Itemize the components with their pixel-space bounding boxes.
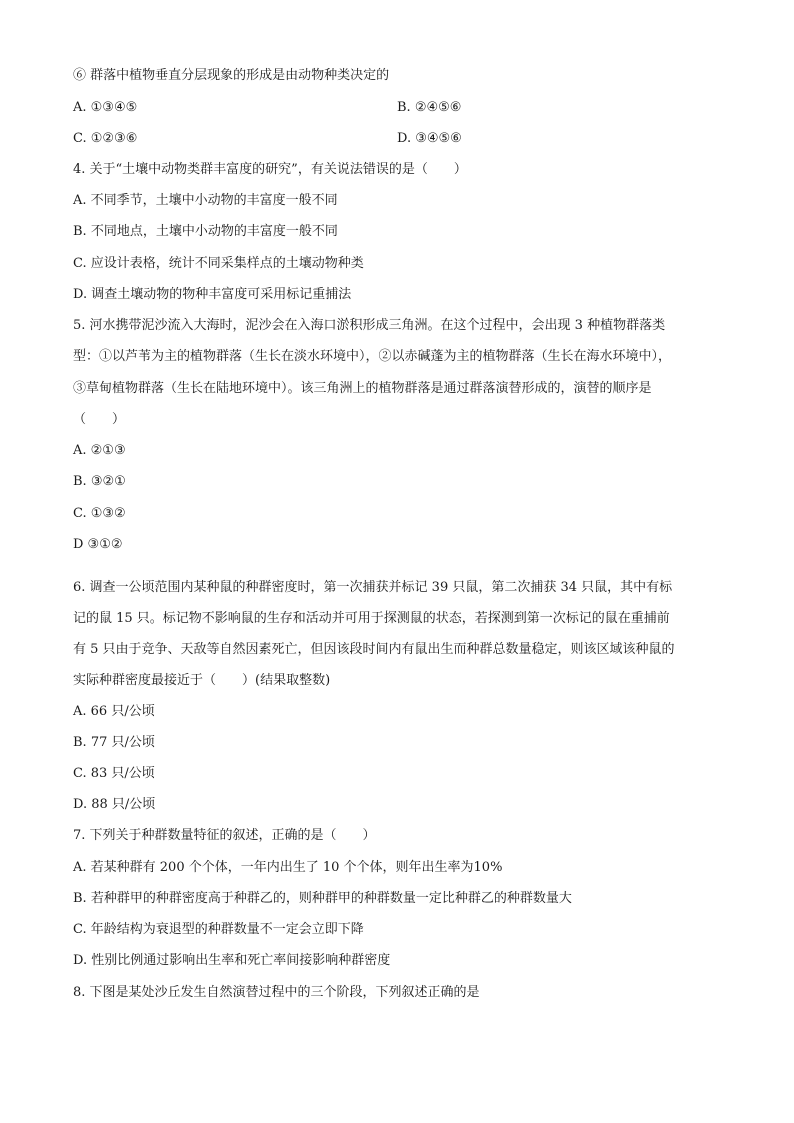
q5-option-a: A. ②①③: [73, 443, 126, 458]
q6-option-a: A. 66 只/公顷: [73, 704, 155, 719]
q6-option-b: B. 77 只/公顷: [73, 735, 155, 750]
q5-option-c: C. ①③②: [73, 506, 126, 521]
q4-option-b: B. 不同地点，土壤中小动物的丰富度一般不同: [73, 224, 338, 239]
q6-option-d: D. 88 只/公顷: [73, 797, 156, 812]
q5-stem-line-1: 5. 河水携带泥沙流入大海时，泥沙会在入海口淤积形成三角洲。在这个过程中，会出现 3 种植物群落类: [73, 318, 666, 333]
q7-option-b: B. 若种群甲的种群密度高于种群乙的，则种群甲的种群数量一定比种群乙的种群数量大: [73, 891, 572, 906]
q8-stem: 8. 下图是某处沙丘发生自然演替过程中的三个阶段，下列叙述正确的是: [73, 985, 480, 1000]
q6-stem-line-3: 有 5 只由于竞争、天敌等自然因素死亡，但因该段时间内有鼠出生而种群总数量稳定，则该区域该种鼠的: [73, 642, 675, 657]
q7-option-c: C. 年龄结构为衰退型的种群数量不一定会立即下降: [73, 922, 364, 937]
q6-stem-line-4: 实际种群密度最接近于（ ）(结果取整数): [73, 673, 331, 688]
q4-option-c: C. 应设计表格，统计不同采集样点的土壤动物种类: [73, 256, 364, 271]
q3-option-c: C. ①②③⑥: [73, 131, 138, 146]
q4-stem: 4. 关于“土壤中动物类群丰富度的研究”，有关说法错误的是（ ）: [73, 162, 467, 177]
q6-option-c: C. 83 只/公顷: [73, 766, 155, 781]
statement-6: ⑥ 群落中植物垂直分层现象的形成是由动物种类决定的: [73, 68, 390, 83]
q6-stem-line-1: 6. 调查一公顷范围内某种鼠的种群密度时，第一次捕获并标记 39 只鼠，第二次捕获 34 只鼠，其中有标: [73, 580, 673, 595]
q4-option-a: A. 不同季节，土壤中小动物的丰富度一般不同: [73, 193, 338, 208]
q7-option-a: A. 若某种群有 200 个个体，一年内出生了 10 个个体，则年出生率为10%: [73, 860, 503, 875]
q3-option-b: B. ②④⑤⑥: [397, 100, 462, 115]
q4-option-d: D. 调查土壤动物的物种丰富度可采用标记重捕法: [73, 287, 352, 302]
q5-option-d: D ③①②: [73, 537, 123, 552]
q7-option-d: D. 性别比例通过影响出生率和死亡率间接影响种群密度: [73, 953, 391, 968]
q3-option-d: D. ③④⑤⑥: [397, 131, 462, 146]
q6-stem-line-2: 记的鼠 15 只。标记物不影响鼠的生存和活动并可用于探测鼠的状态，若探测到第一次标记的鼠在重捕前: [73, 611, 670, 626]
q3-option-a: A. ①③④⑤: [73, 100, 138, 115]
q5-option-b: B. ③②①: [73, 474, 126, 489]
q5-stem-line-3: ③草甸植物群落（生长在陆地环境中）。该三角洲上的植物群落是通过群落演替形成的，演替的顺序是: [73, 381, 652, 396]
q5-stem-line-2: 型：①以芦苇为主的植物群落（生长在淡水环境中），②以赤碱蓬为主的植物群落（生长在海水环境中），: [73, 349, 672, 364]
q7-stem: 7. 下列关于种群数量特征的叙述，正确的是（ ）: [73, 828, 376, 843]
q5-stem-line-4: （ ）: [73, 412, 126, 427]
